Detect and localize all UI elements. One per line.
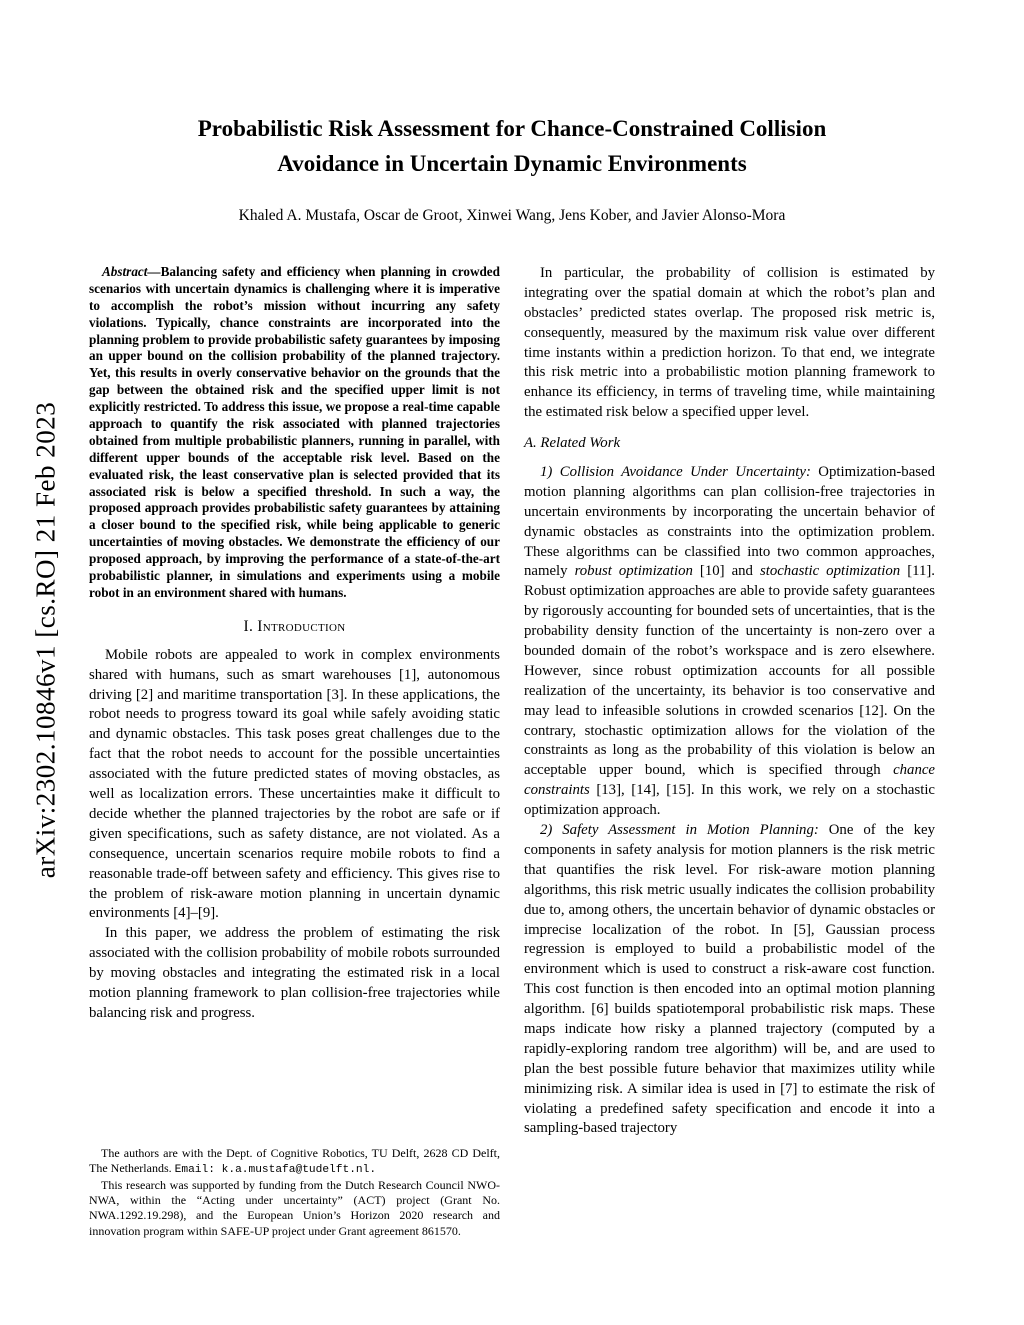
collision-avoidance-paragraph [524, 463, 935, 821]
abstract-paragraph [89, 264, 500, 602]
subsubsection-2-lead: 2) Safety Assessment in Motion Planning: [540, 822, 819, 839]
text-segment: Optimization-based motion planning algorithms can plan collision-free trajectories in uncertain environments by incorporating the uncertain behavior of dynamic obstacles as constraints into the optimization problem. These algorithms can be classified into two common approaches, namely [524, 464, 935, 580]
introduction-section [89, 646, 500, 1024]
funding-footnote: This research was supported by funding from the Dutch Research Council NWO-NWA, within the “Acting under uncertainty” (ACT) project (Grant No. NWA.1292.19.298), and the European Union’s Horizon 2020 research and innovation program within SAFE-UP project under Grant agreement 861570. [89, 1177, 500, 1238]
right-column [524, 264, 935, 1239]
paper-title-line1: Probabilistic Risk Assessment for Chance-Constrained Collision [197, 116, 827, 141]
text-segment: One of the key components in safety analysis for motion planners is the risk metric that quantifies the risk level. For risk-aware motion planning algorithms, this risk metric usually indicates the collision probability due to, among others, the uncertain behavior of dynamic obstacles or imprecise localization of the robot. In [5], Gaussian process regression is employed to build a probabilistic model of the environment which is used to construct a risk-aware cost function. This cost function is then encoded into an optimal motion planning algorithm. [6] builds spatiotemporal probabilistic risk maps. These maps indicate how risky a planned trajectory (computed by a rapidly-exploring random tree algorithm) will be, and are used to plan the best possible future behavior that maximizes utility while minimizing risk. A similar idea is used in [7] to estimate the risk of violating a predefined safety specification and encode it into a sampling-based trajectory [524, 822, 935, 1137]
italic-term-stochastic-optimization: stochastic optimization [759, 563, 901, 580]
related-work-heading: A. Related Work [524, 435, 621, 452]
email-text: Email: k.a.mustafa@tudelft.nl. [174, 1164, 377, 1177]
right-paragraph-1: In particular, the probability of collision is estimated by integrating over the spatial domain at which the robot’s plan and obstacles’ predicted states overlap. The proposed risk metric is, consequently, measured by the maximum risk value over different time instants within a prediction horizon. To that end, we integrate this risk metric into a probabilistic motion planning framework to enhance its efficiency, in terms of traveling time, while maintaining the estimated risk below a specified upper level. [524, 265, 935, 421]
authors-line: Khaled A. Mustafa, Oscar de Groot, Xinwei Wang, Jens Kober, and Javier Alonso-Mora [238, 207, 786, 224]
text-segment: [13], [14], [15]. In this work, we rely on a stochastic optimization approach. [524, 782, 935, 819]
arxiv-watermark: arXiv:2302.10846v1 [cs.RO] 21 Feb 2023 [30, 401, 61, 879]
abstract-label: Abstract— [102, 264, 161, 279]
paper-title-line2: Avoidance in Uncertain Dynamic Environments [277, 150, 747, 176]
intro-paragraph-1: Mobile robots are appealed to work in complex environments shared with humans, such as smart warehouses [1], autonomous driving [2] and maritime transportation [3]. In these applications, the robot needs to progress toward its goal while safely avoiding static and dynamic obstacles. This task poses great challenges due to the fact that the robot needs to account for the possible uncertainties associated with the future predicted states of moving obstacles, as well as localization errors. These uncertainties make it difficult to decide whether the planned trajectories by the robot are safe or if given specifications, such as safety distance, are not violated. As a consequence, uncertain scenarios require mobile robots to find a reasonable trade-off between safety and efficiency. This gives rise to the problem of risk-aware motion planning in uncertain dynamic environments [4]–[9]. [89, 646, 500, 922]
text-segment: [10] and [692, 563, 760, 580]
intro-paragraph-2: In this paper, we address the problem of estimating the risk associated with the collision probability of mobile robots surrounded by moving obstacles and integrating the estimated risk in a local motion planning framework to plan collision-free trajectories while balancing risk and progress. [89, 925, 500, 1021]
italic-term-chance-constraints: chance constraints [524, 762, 935, 799]
footnotes-block [89, 1146, 500, 1239]
paper-title [122, 112, 902, 181]
introduction-heading: I. Introduction [243, 617, 346, 635]
text-segment: [11]. Robust optimization approaches are able to provide safety guarantees by rigorously accounting for bounded sets of uncertainties, that is the probability density function of the uncertainty is non-zero over a bounded domain of the robot’s workspace and is zero elsewhere. However, since robust optimization accounts for all possible realization of the uncertainty, its behavior is too conservative and may lead to infeasible solutions in crowded scenarios [12]. On the contrary, stochastic optimization allows for the violation of the constraints as long as the probability of this violation is below an acceptable upper bound, which is specified through [524, 563, 935, 779]
two-column-body [89, 264, 935, 1239]
affiliation-text: The authors are with the Dept. of Cognitive Robotics, TU Delft, 2628 CD Delft, The Netherlands. [89, 1145, 500, 1176]
left-column [89, 264, 500, 1239]
paper-header [0, 112, 1024, 225]
affiliation-footnote [89, 1146, 500, 1178]
italic-term-robust-optimization: robust optimization [574, 563, 693, 580]
safety-assessment-paragraph [524, 821, 935, 1139]
abstract-text: Balancing safety and efficiency when planning in crowded scenarios with uncertain dynamics is challenging where it is imperative to accomplish the robot’s mission without incurring any safety violations. Typically, chance constraints are incorporated into the planning problem to provide probabilistic safety guarantees by imposing an upper bound on the collision probability of the planned trajectory. Yet, this results in overly conservative behavior on the grounds that the gap between the obtained risk and the specified upper limit is not explicitly restricted. To address this issue, we propose a real-time capable approach to quantify the risk associated with planned trajectories obtained from multiple probabilistic planners, running in parallel, with different upper bounds of the acceptable risk level. Based on the evaluated risk, the least conservative plan is selected provided that its associated risk is below a specified threshold. In such a way, the proposed approach provides probabilistic safety guarantees by attaining a closer bound to the specified risk, while being applicable to generic uncertainties of moving obstacles. We demonstrate the efficiency of our proposed approach, by improving the performance of a state-of-the-art probabilistic planner, in simulations and experiments using a mobile robot in an environment shared with humans. [89, 264, 500, 600]
subsubsection-1-lead: 1) Collision Avoidance Under Uncertainty: [540, 464, 811, 481]
